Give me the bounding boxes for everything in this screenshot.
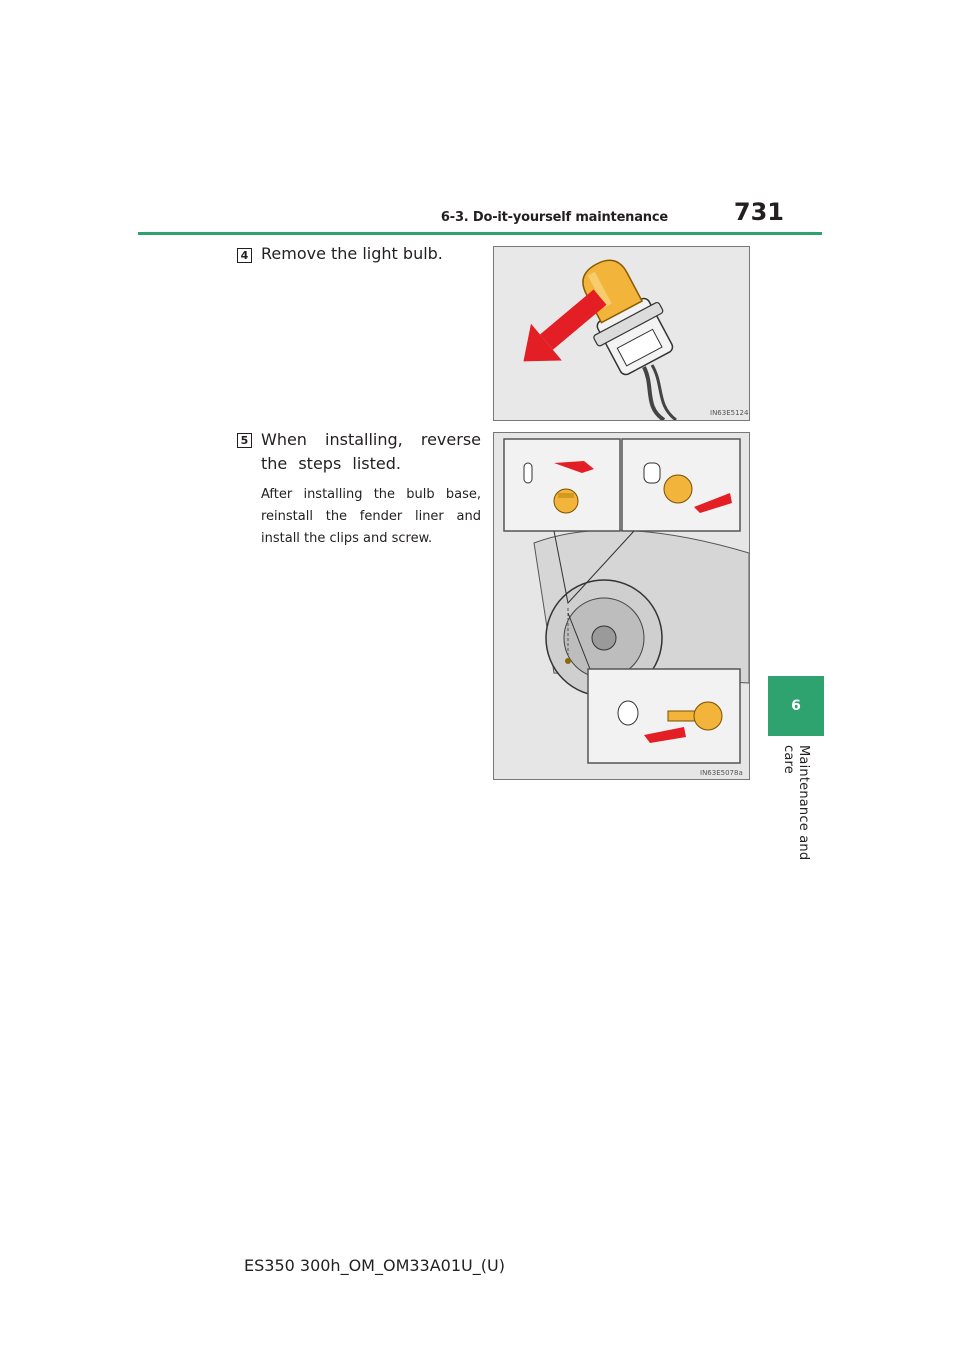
clips-installation-figure [493,432,750,780]
bulb-figure-code: IN63E5124 [710,409,749,417]
step-5-badge [237,433,252,448]
step-4-text: Remove the light bulb. [261,244,443,263]
step-4-badge [237,248,252,263]
step-5-note: After installing the bulb base, reinstall the fender liner and install the clips and screw. [261,487,481,546]
chapter-number: 6 [791,698,801,714]
clips-installation-illustration [494,433,749,779]
chapter-label-text: Maintenance and care [781,745,811,861]
header-divider [138,232,822,235]
clips-figure-code: IN63E5078a [700,769,743,777]
chapter-tab [768,676,824,736]
chapter-label [768,745,824,893]
bulb-removal-illustration [494,247,749,420]
model-footer: ES350 300h_OM_OM33A01U_(U) [244,1256,505,1275]
step-5-text: When installing, reverse the steps listed. [261,430,481,473]
section-title: 6-3. Do-it-yourself maintenance [440,210,668,225]
step-5-number: 5 [240,434,249,447]
page-number: 731 [733,198,784,226]
step-4-number: 4 [240,249,249,262]
bulb-removal-figure [493,246,750,421]
